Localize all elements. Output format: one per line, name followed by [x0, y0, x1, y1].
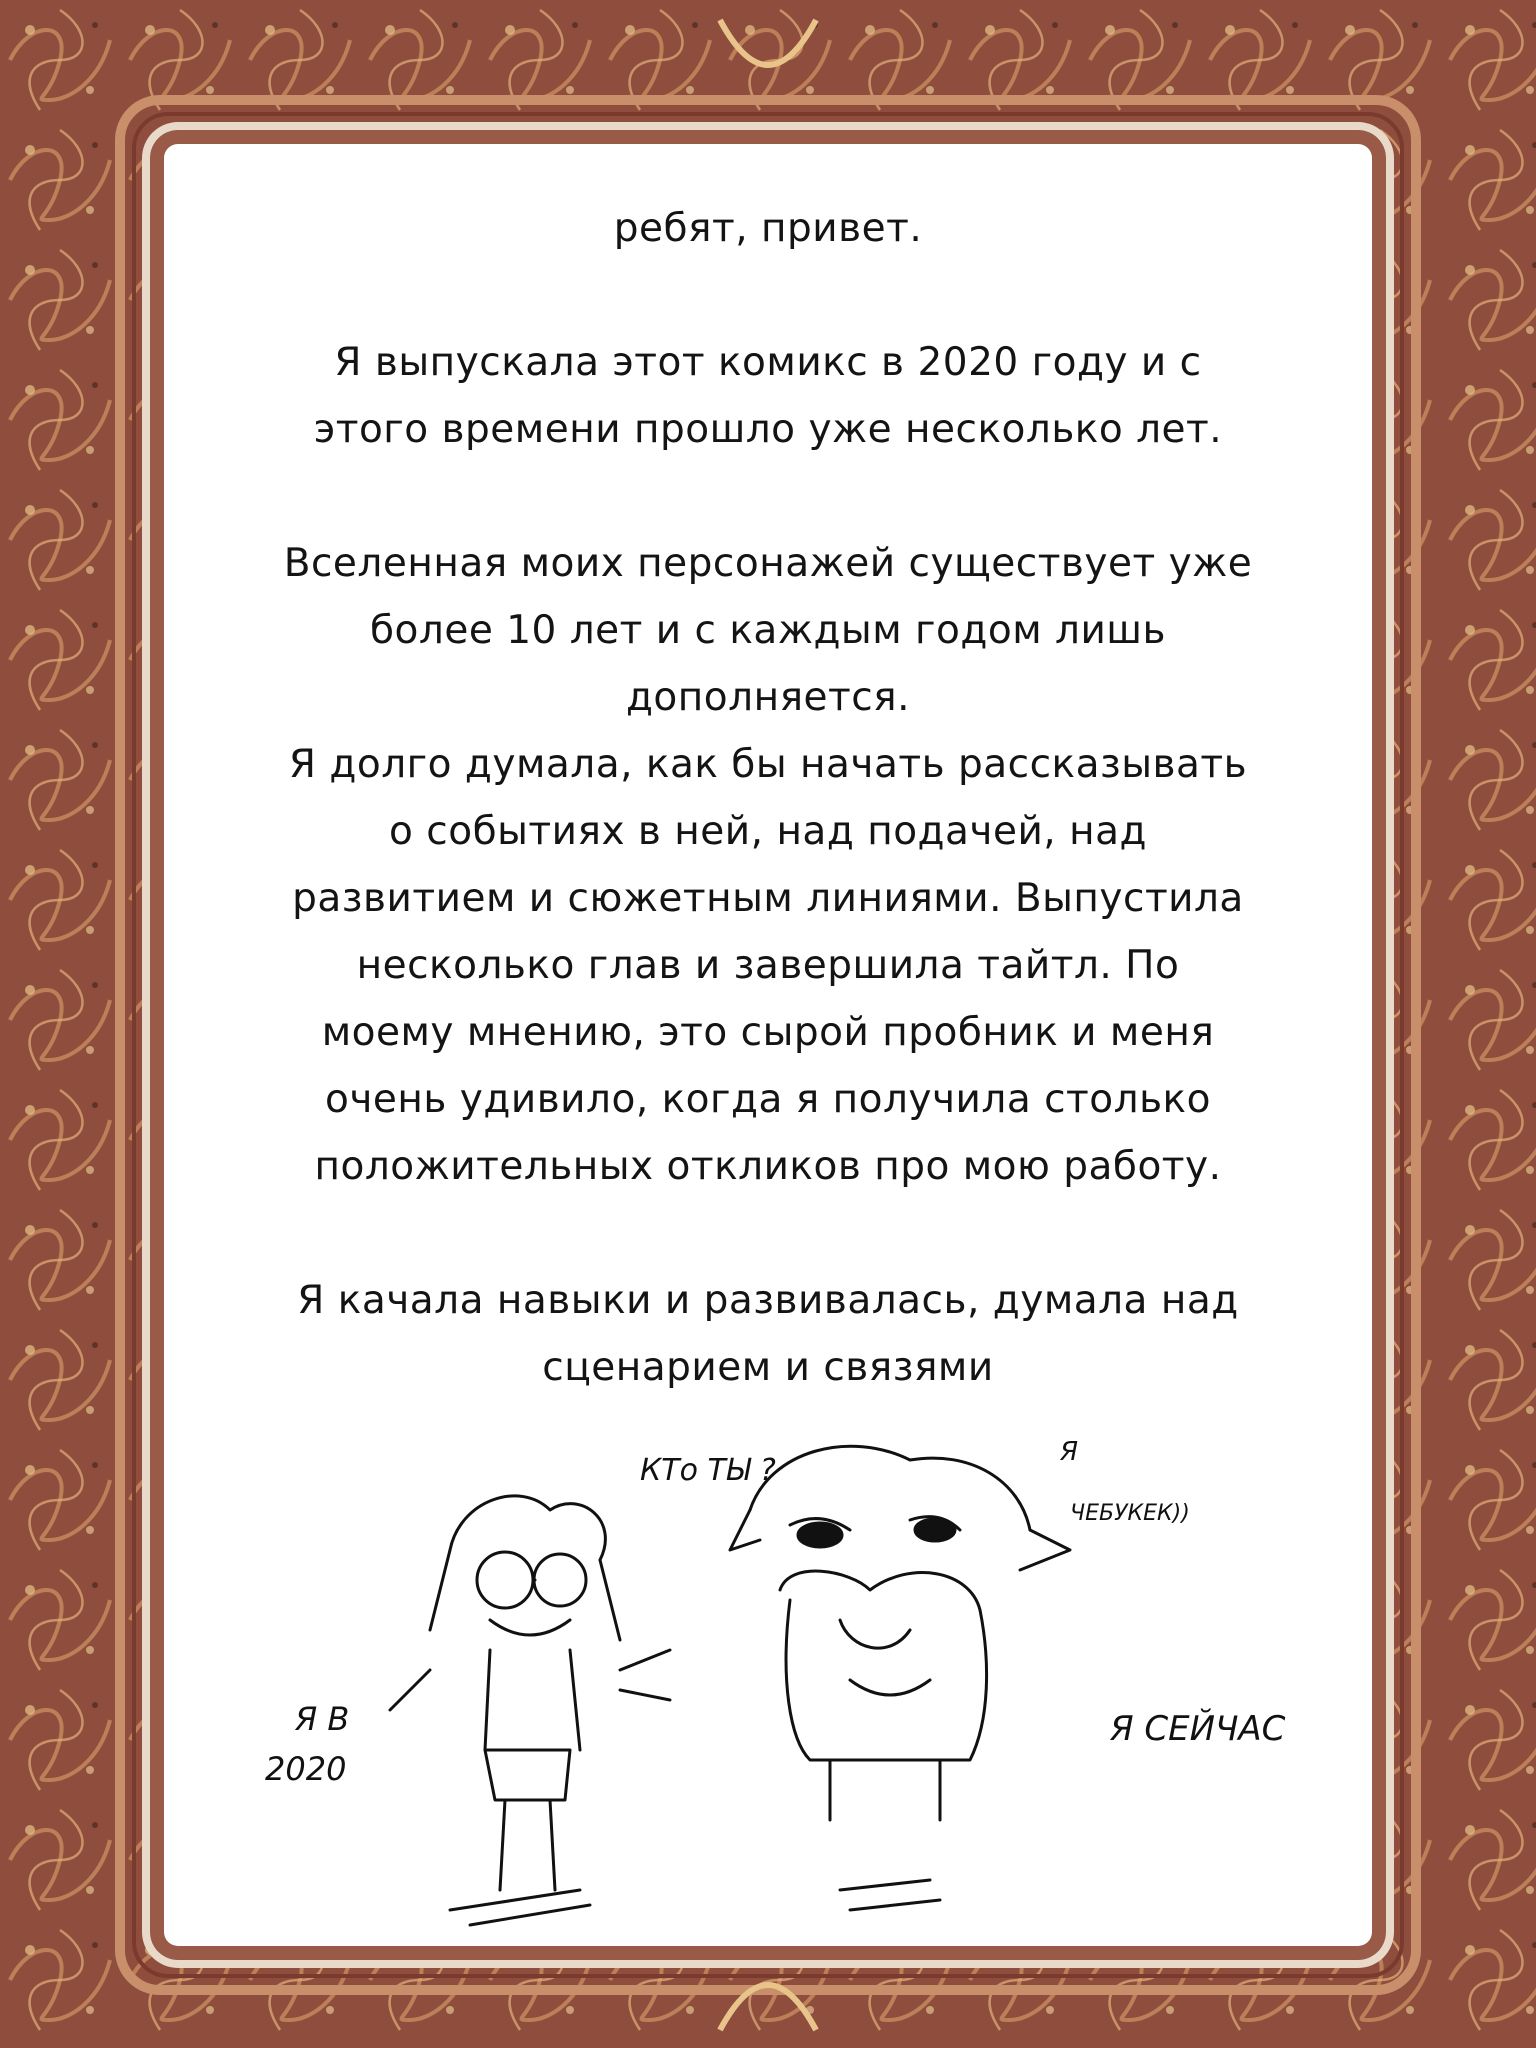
speech-right-2: ЧЕБУКЕК)) [1070, 1501, 1190, 1526]
text-line: Я долго думала, как бы начать рассказывать [288, 742, 1248, 787]
label-left-2: 2020 [265, 1750, 347, 1788]
text-line: Я выпускала этот комикс в 2020 году и с [334, 340, 1202, 385]
text-line: сценарием и связями [542, 1345, 994, 1390]
text-line: моему мнению, это сырой пробник и меня [321, 1010, 1215, 1055]
left-character-sketch [390, 1496, 670, 1925]
label-left-1: Я В [295, 1700, 350, 1738]
text-line: развитием и сюжетным линиями. Выпустила [292, 876, 1244, 921]
text-line: очень удивило, когда я получила столько [325, 1077, 1211, 1122]
text-line: более 10 лет и с каждым годом лишь [370, 608, 1166, 653]
speech-right-1: Я [1060, 1437, 1079, 1467]
text-line: дополняется. [625, 675, 911, 720]
right-character-sketch [730, 1446, 1070, 1910]
label-right: Я СЕЙЧАС [1110, 1709, 1286, 1749]
greeting-line: ребят, привет. [613, 206, 923, 251]
character-doodle [150, 1420, 1386, 1940]
text-line: этого времени прошло уже несколько лет. [313, 407, 1223, 452]
speech-left: КТо ТЫ ? [640, 1453, 776, 1488]
text-line: о событиях в ней, над подачей, над [389, 809, 1147, 854]
text-line: положительных откликов про мою работу. [314, 1144, 1222, 1189]
text-line: Я качала навыки и развивалась, думала над [297, 1278, 1239, 1323]
letter-text [150, 195, 1386, 1401]
text-line: несколько глав и завершила тайтл. По [356, 943, 1180, 988]
text-line: Вселенная моих персонажей существует уже [283, 541, 1253, 586]
